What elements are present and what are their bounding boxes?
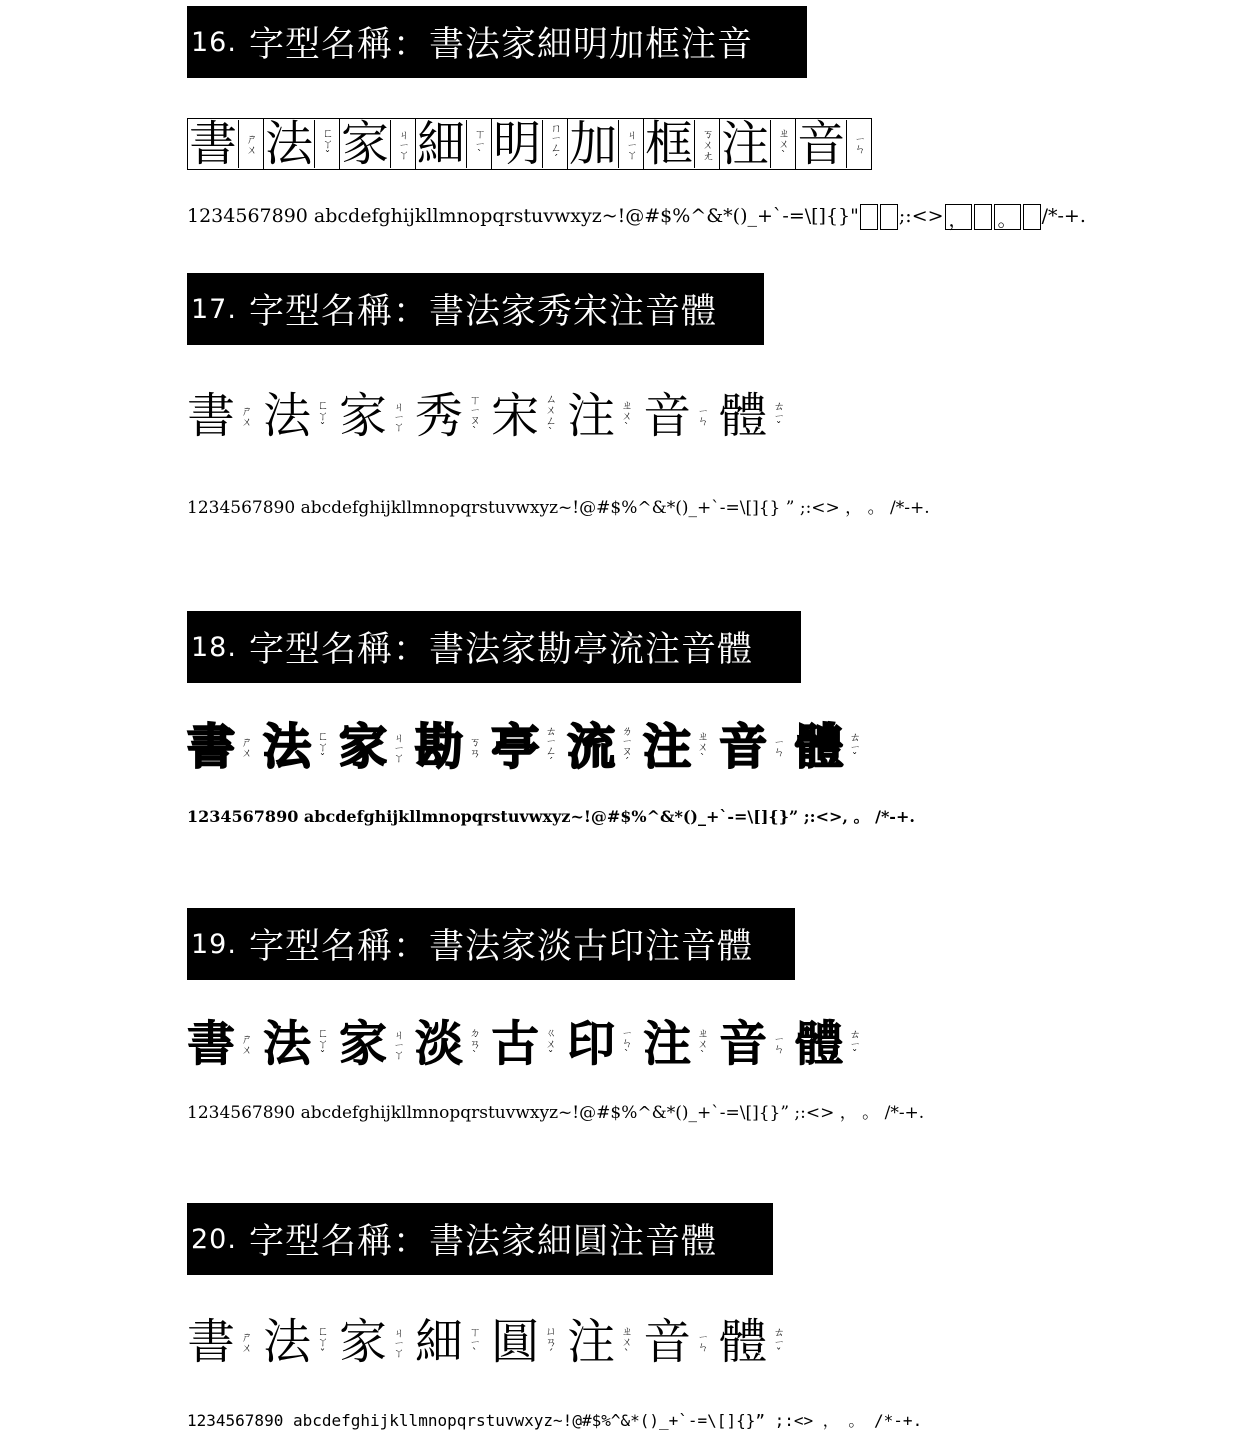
zhuyin-annotation: ㄐㄧㄚ bbox=[392, 400, 406, 432]
section-16-header bbox=[187, 6, 807, 78]
hanzi-glyph: 家 bbox=[339, 388, 388, 444]
sample-character bbox=[719, 118, 796, 170]
section-title: 字型名稱：書法家淡古印注音體 bbox=[248, 927, 753, 967]
section-title: 字型名稱：書法家勘亭流注音體 bbox=[248, 630, 753, 670]
zhuyin-annotation: ㄧㄣ bbox=[696, 406, 710, 426]
sample-character bbox=[187, 118, 264, 170]
empty-box-glyph bbox=[1023, 204, 1041, 230]
hanzi-glyph: 淡 bbox=[415, 1016, 464, 1072]
hanzi-glyph: 體 bbox=[795, 719, 844, 775]
sample-character bbox=[415, 1314, 491, 1370]
hanzi-glyph: 音 bbox=[797, 116, 846, 172]
hanzi-glyph: 勘 bbox=[415, 719, 464, 775]
sample-character bbox=[263, 388, 339, 444]
glyph-end: /*-+. bbox=[1041, 205, 1086, 227]
glyph-line: 1234567890 abcdefghijkllmnopqrstuvwxyz~!@#$%^&*()_+`-=\[]{}” ;:<>, 。 /*-+. bbox=[187, 807, 915, 826]
sample-character bbox=[339, 118, 416, 170]
hanzi-glyph: 書 bbox=[187, 719, 236, 775]
zhuyin-annotation: ㄓㄨˋ bbox=[696, 1026, 710, 1062]
hanzi-glyph: 宋 bbox=[491, 388, 540, 444]
zhuyin-annotation: ㄩㄢˊ bbox=[544, 1324, 558, 1360]
zhuyin-annotation: ㄕㄨ bbox=[238, 120, 263, 168]
zhuyin-annotation: ㄊㄧˇ bbox=[848, 1027, 862, 1061]
zhuyin-annotation: ㄧㄣ bbox=[772, 1034, 786, 1054]
sample-character bbox=[339, 388, 415, 444]
sample-character bbox=[719, 719, 795, 775]
hanzi-glyph: 注 bbox=[721, 116, 770, 172]
period-box-glyph: 。 bbox=[994, 204, 1021, 230]
sample-character bbox=[491, 388, 567, 444]
hanzi-glyph: 體 bbox=[719, 1314, 768, 1370]
hanzi-glyph: 法 bbox=[263, 719, 312, 775]
glyph-tail: ;:<> bbox=[898, 205, 944, 227]
hanzi-glyph: 細 bbox=[415, 1314, 464, 1370]
sample-character bbox=[263, 719, 339, 775]
sample-character bbox=[795, 719, 871, 775]
hanzi-glyph: 體 bbox=[795, 1016, 844, 1072]
sample-character bbox=[719, 1016, 795, 1072]
sample-character bbox=[643, 388, 719, 444]
section-16-glyphs bbox=[187, 204, 1086, 230]
hanzi-glyph: 框 bbox=[645, 116, 694, 172]
sample-character bbox=[263, 1016, 339, 1072]
sample-character bbox=[187, 1016, 263, 1072]
hanzi-glyph: 注 bbox=[643, 1016, 692, 1072]
sample-character bbox=[339, 1314, 415, 1370]
zhuyin-annotation: ㄈㄚˇ bbox=[316, 1324, 330, 1360]
glyph-line: 1234567890 abcdefghijkllmnopqrstuvwxyz~!@#$%^&*()_+`-=\[]{}" bbox=[187, 205, 859, 227]
sample-character bbox=[339, 719, 415, 775]
zhuyin-annotation: ㄊㄧˇ bbox=[772, 1325, 786, 1359]
hanzi-glyph: 書 bbox=[187, 1016, 236, 1072]
hanzi-glyph: 印 bbox=[567, 1016, 616, 1072]
zhuyin-annotation: ㄈㄚˇ bbox=[314, 120, 339, 168]
hanzi-glyph: 音 bbox=[643, 388, 692, 444]
hanzi-glyph: 家 bbox=[341, 116, 390, 172]
zhuyin-annotation: ㄈㄚˇ bbox=[316, 1026, 330, 1062]
sample-character bbox=[263, 118, 340, 170]
sample-character bbox=[567, 1314, 643, 1370]
zhuyin-annotation: ㄈㄚˇ bbox=[316, 398, 330, 434]
hanzi-glyph: 書 bbox=[187, 1314, 236, 1370]
comma-box-glyph: ， bbox=[945, 204, 972, 230]
hanzi-glyph: 注 bbox=[567, 388, 616, 444]
zhuyin-annotation: ㄐㄧㄚ bbox=[618, 120, 643, 168]
sample-character bbox=[643, 1016, 719, 1072]
hanzi-glyph: 法 bbox=[263, 1314, 312, 1370]
hanzi-glyph: 法 bbox=[265, 116, 314, 172]
hanzi-glyph: 秀 bbox=[415, 388, 464, 444]
zhuyin-annotation: ㄕㄨ bbox=[240, 405, 254, 427]
zhuyin-annotation: ㄈㄚˇ bbox=[316, 729, 330, 765]
zhuyin-annotation: ㄕㄨ bbox=[240, 1331, 254, 1353]
hanzi-glyph: 亭 bbox=[491, 719, 540, 775]
zhuyin-annotation: ㄎㄨㄤ bbox=[694, 120, 719, 168]
hanzi-glyph: 流 bbox=[567, 719, 616, 775]
section-title: 字型名稱：書法家秀宋注音體 bbox=[248, 292, 717, 332]
section-number: 19. bbox=[191, 928, 237, 960]
hanzi-glyph: 家 bbox=[339, 1314, 388, 1370]
zhuyin-annotation: ㄐㄧㄚ bbox=[392, 1028, 406, 1060]
zhuyin-annotation: ㄊㄧˇ bbox=[848, 730, 862, 764]
sample-character bbox=[795, 1016, 871, 1072]
sample-character bbox=[567, 388, 643, 444]
zhuyin-annotation: ㄓㄨˋ bbox=[770, 120, 795, 168]
sample-character bbox=[567, 719, 643, 775]
zhuyin-annotation: ㄓㄨˋ bbox=[620, 1324, 634, 1360]
section-17-sample bbox=[187, 388, 795, 444]
section-18-glyphs bbox=[187, 804, 915, 827]
sample-character bbox=[491, 1314, 567, 1370]
sample-character bbox=[339, 1016, 415, 1072]
sample-character bbox=[567, 1016, 643, 1072]
section-19-glyphs bbox=[187, 1098, 924, 1123]
section-number: 18. bbox=[191, 631, 237, 663]
zhuyin-annotation: ㄊㄧˇ bbox=[772, 399, 786, 433]
sample-character bbox=[643, 118, 720, 170]
sample-character bbox=[491, 719, 567, 775]
glyph-line: 1234567890 abcdefghijkllmnopqrstuvwxyz~!@#$%^&*()_+`-=\[]{}” ;:<> ， 。 /*-+. bbox=[187, 1411, 923, 1430]
zhuyin-annotation: ㄧㄣ bbox=[772, 737, 786, 757]
section-number: 20. bbox=[191, 1223, 237, 1255]
hanzi-glyph: 法 bbox=[263, 388, 312, 444]
section-18-sample bbox=[187, 719, 871, 775]
hanzi-glyph: 注 bbox=[567, 1314, 616, 1370]
section-number: 16. bbox=[191, 26, 237, 58]
zhuyin-annotation: ㄧㄣˋ bbox=[620, 1027, 634, 1061]
zhuyin-annotation: ㄒㄧˋ bbox=[466, 120, 491, 168]
section-17-glyphs bbox=[187, 493, 930, 518]
glyph-line: 1234567890 abcdefghijkllmnopqrstuvwxyz~!@#$%^&*()_+`-=\[]{}” ;:<> ， 。 /*-+. bbox=[187, 1103, 925, 1123]
sample-character bbox=[187, 388, 263, 444]
empty-box-glyph bbox=[974, 204, 992, 230]
section-20-glyphs bbox=[187, 1408, 922, 1431]
zhuyin-annotation: ㄧㄣ bbox=[846, 120, 871, 168]
sample-character bbox=[567, 118, 644, 170]
section-19-header bbox=[187, 908, 795, 980]
section-20-header bbox=[187, 1203, 773, 1275]
sample-character bbox=[415, 1016, 491, 1072]
sample-character bbox=[415, 118, 492, 170]
section-17-header bbox=[187, 273, 764, 345]
hanzi-glyph: 書 bbox=[187, 388, 236, 444]
zhuyin-annotation: ㄓㄨˋ bbox=[696, 729, 710, 765]
hanzi-glyph: 加 bbox=[569, 116, 618, 172]
hanzi-glyph: 體 bbox=[719, 388, 768, 444]
zhuyin-annotation: ㄐㄧㄚ bbox=[390, 120, 415, 168]
zhuyin-annotation: ㄒㄧˋ bbox=[468, 1325, 482, 1359]
section-16-sample bbox=[187, 118, 871, 170]
sample-character bbox=[491, 118, 568, 170]
hanzi-glyph: 書 bbox=[189, 116, 238, 172]
zhuyin-annotation: ㄐㄧㄚ bbox=[392, 731, 406, 763]
sample-character bbox=[263, 1314, 339, 1370]
zhuyin-annotation: ㄙㄨㄥˋ bbox=[544, 393, 558, 439]
sample-character bbox=[415, 388, 491, 444]
sample-character bbox=[719, 1314, 795, 1370]
section-19-sample bbox=[187, 1016, 871, 1072]
sample-character bbox=[415, 719, 491, 775]
zhuyin-annotation: ㄐㄧㄚ bbox=[392, 1326, 406, 1358]
section-title: 字型名稱：書法家細圓注音體 bbox=[248, 1222, 717, 1262]
sample-character bbox=[187, 719, 263, 775]
glyph-line: 1234567890 abcdefghijkllmnopqrstuvwxyz~!@#$%^&*()_+`-=\[]{} ” ;:<> ， 。 /*-+. bbox=[187, 498, 930, 518]
zhuyin-annotation: ㄊㄧㄥˊ bbox=[544, 725, 558, 769]
zhuyin-annotation: ㄎㄢ bbox=[468, 736, 482, 758]
hanzi-glyph: 圓 bbox=[491, 1314, 540, 1370]
zhuyin-annotation: ㄓㄨˋ bbox=[620, 398, 634, 434]
zhuyin-annotation: ㄉㄢˋ bbox=[468, 1026, 482, 1062]
section-title: 字型名稱：書法家細明加框注音 bbox=[248, 25, 753, 65]
hanzi-glyph: 音 bbox=[719, 719, 768, 775]
zhuyin-annotation: ㄇㄧㄥˊ bbox=[542, 120, 567, 168]
hanzi-glyph: 音 bbox=[643, 1314, 692, 1370]
section-18-header bbox=[187, 611, 801, 683]
hanzi-glyph: 法 bbox=[263, 1016, 312, 1072]
hanzi-glyph: 明 bbox=[493, 116, 542, 172]
sample-character bbox=[187, 1314, 263, 1370]
zhuyin-annotation: ㄕㄨ bbox=[240, 1033, 254, 1055]
empty-box-glyph bbox=[860, 204, 878, 230]
sample-character bbox=[491, 1016, 567, 1072]
hanzi-glyph: 注 bbox=[643, 719, 692, 775]
sample-character bbox=[643, 1314, 719, 1370]
hanzi-glyph: 古 bbox=[491, 1016, 540, 1072]
sample-character bbox=[795, 118, 872, 170]
sample-character bbox=[643, 719, 719, 775]
zhuyin-annotation: ㄒㄧㄡˋ bbox=[468, 394, 482, 438]
zhuyin-annotation: ㄌㄧㄡˊ bbox=[620, 725, 634, 769]
zhuyin-annotation: ㄕㄨ bbox=[240, 736, 254, 758]
hanzi-glyph: 細 bbox=[417, 116, 466, 172]
zhuyin-annotation: ㄧㄣ bbox=[696, 1332, 710, 1352]
section-number: 17. bbox=[191, 293, 237, 325]
hanzi-glyph: 音 bbox=[719, 1016, 768, 1072]
hanzi-glyph: 家 bbox=[339, 1016, 388, 1072]
hanzi-glyph: 家 bbox=[339, 719, 388, 775]
empty-box-glyph bbox=[880, 204, 898, 230]
zhuyin-annotation: ㄍㄨˇ bbox=[544, 1026, 558, 1062]
sample-character bbox=[719, 388, 795, 444]
section-20-sample bbox=[187, 1314, 795, 1370]
